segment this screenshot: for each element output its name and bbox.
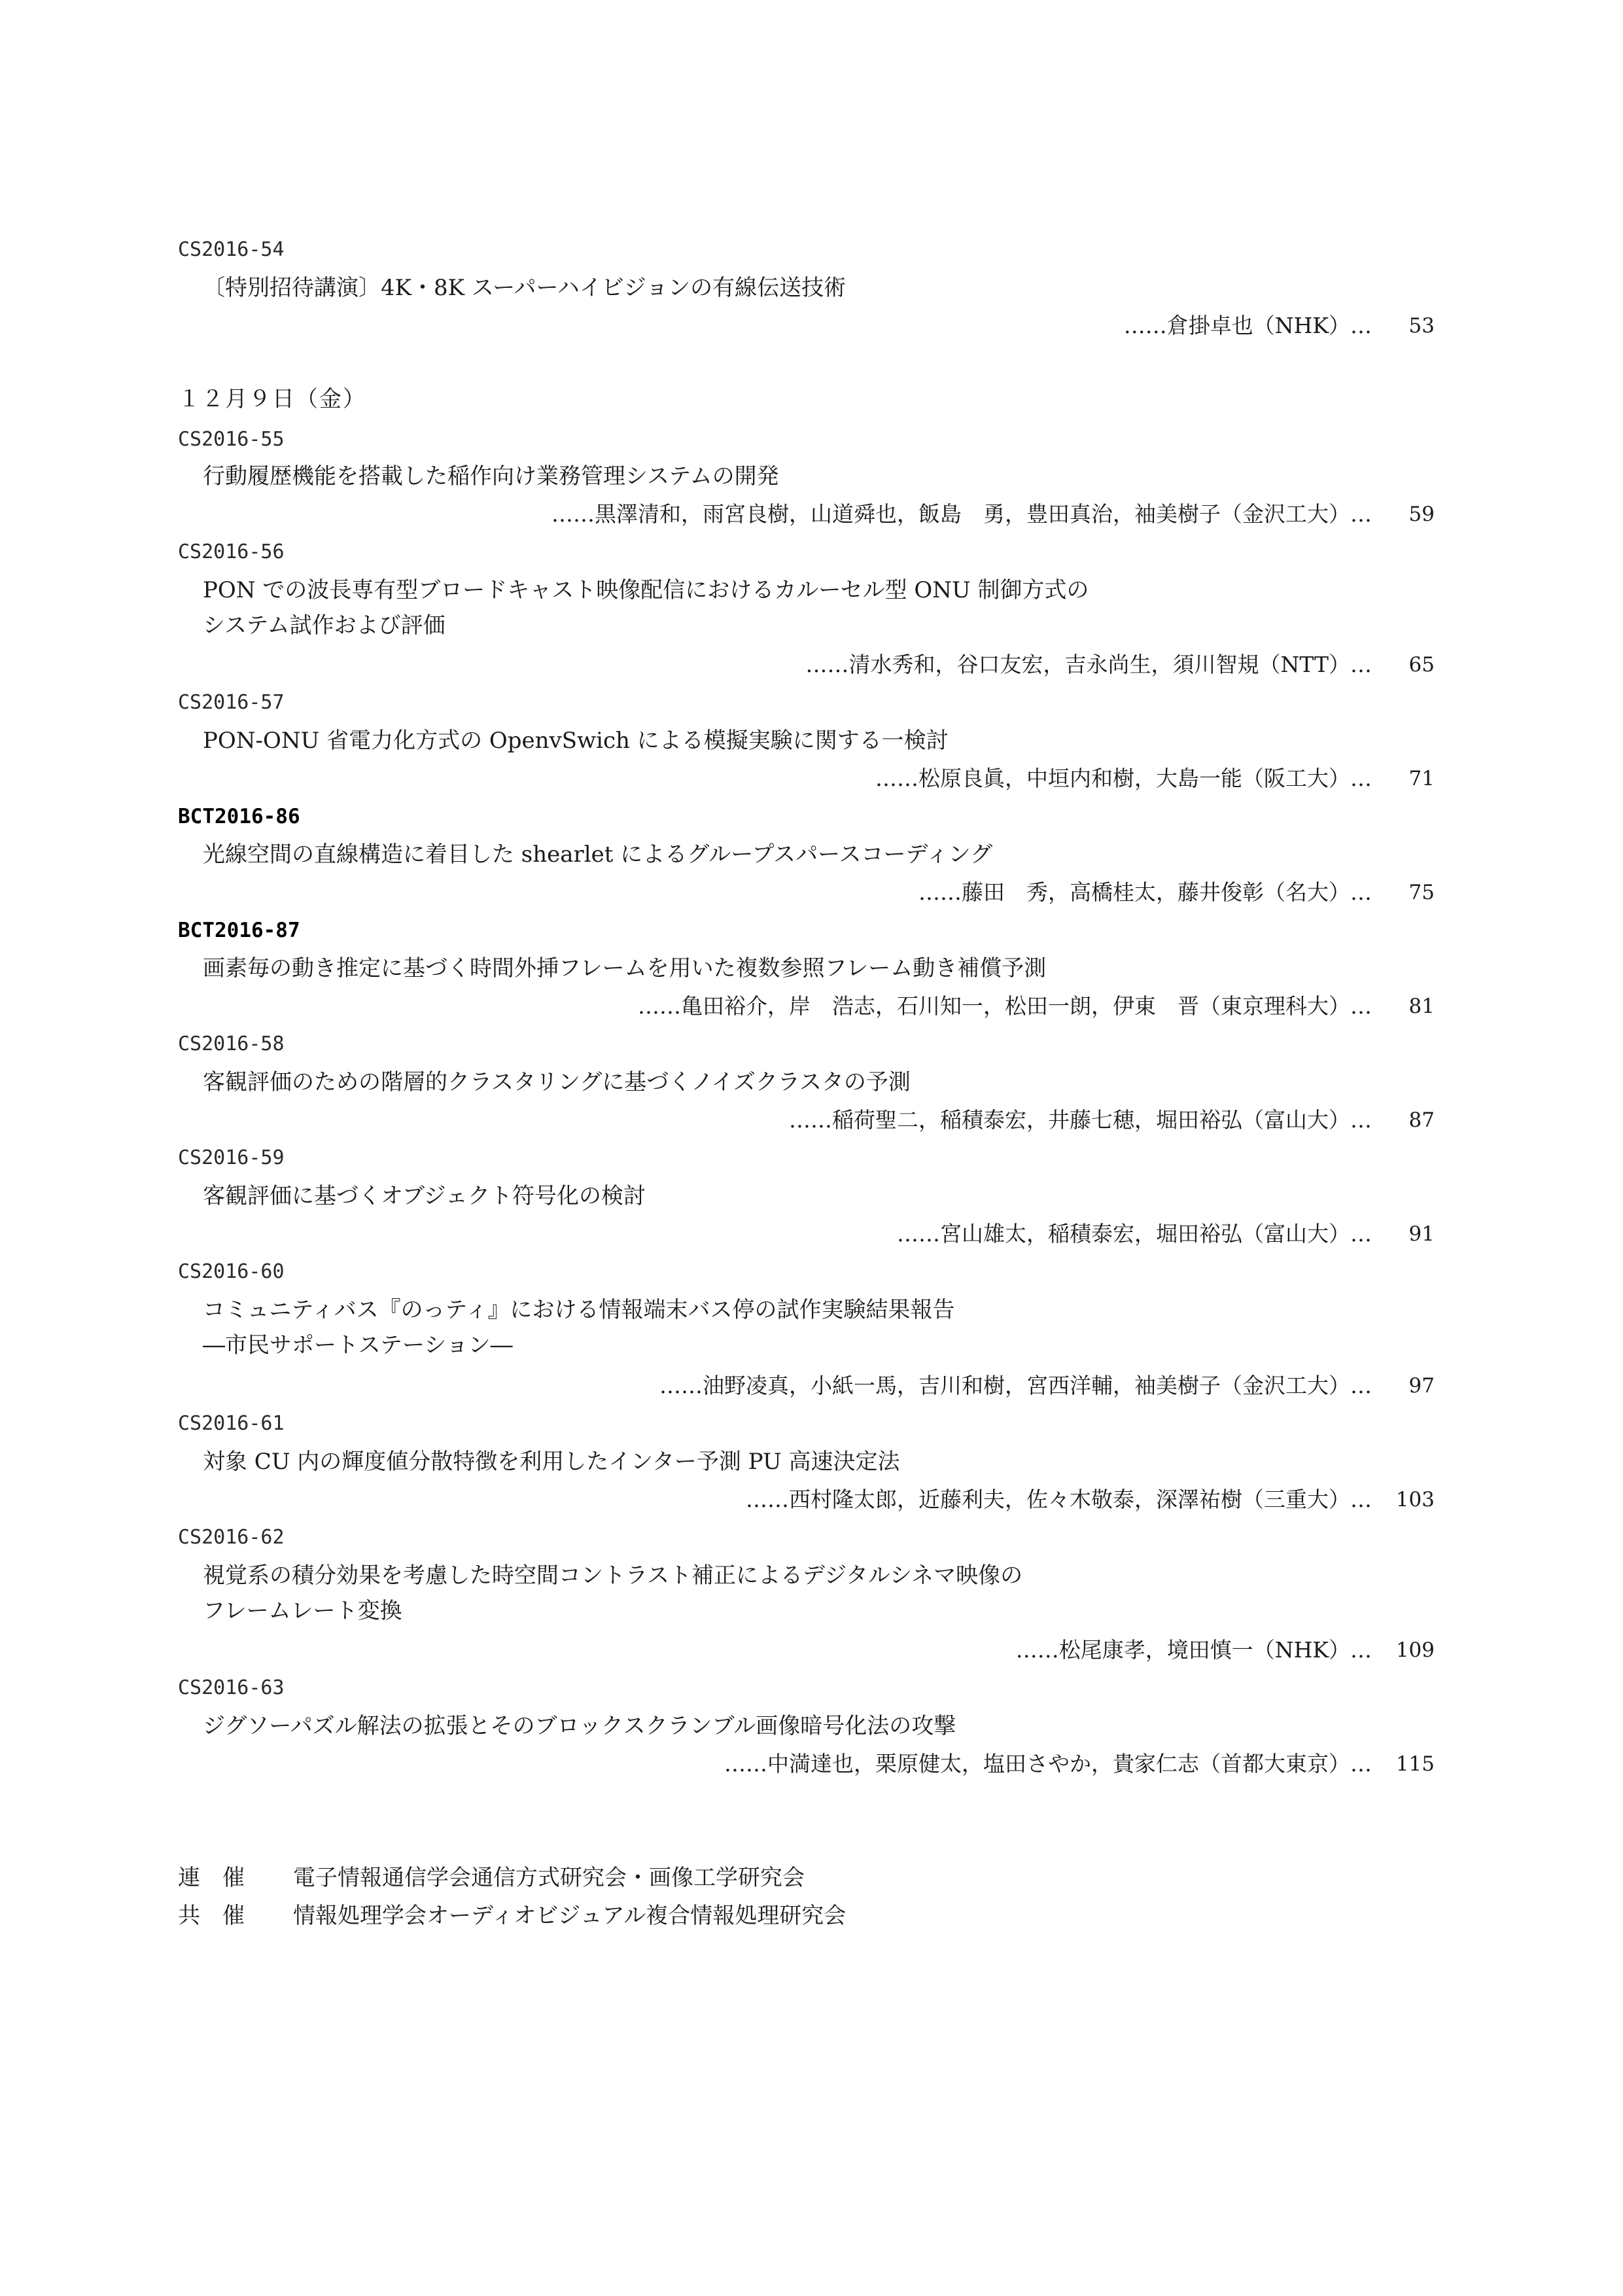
entry-authors: ……亀田裕介，岸 浩志，石川知一，松田一朗，伊東 晋（東京理科大）… [638,993,1372,1019]
entry-code: CS2016-63 [178,1676,285,1699]
entry-authors: ……宮山雄太，稲積泰宏，堀田裕弘（富山大）… [897,1221,1372,1246]
entry-code: CS2016-62 [178,1526,285,1549]
entry-page-number: 75 [1408,881,1435,904]
organizer-label: 連 催 [178,1865,245,1891]
entry-code: CS2016-55 [178,428,285,451]
organizer-text: 電子情報通信学会通信方式研究会・画像工学研究会 [293,1865,805,1891]
entry-authors: ……藤田 秀，高橋桂太，藤井俊彰（名大）… [918,879,1372,905]
entry-authors: ……黒澤清和，雨宮良樹，山道舜也，飯島 勇，豊田真治，袖美樹子（金沢工大）… [551,501,1372,527]
entry-title: 行動履歴機能を搭載した稲作向け業務管理システムの開発 [203,463,779,489]
entry-code: CS2016-54 [178,238,285,261]
entry-code: CS2016-61 [178,1412,285,1435]
entry-title: ジグソーパズル解法の拡張とそのブロックスクランブル画像暗号化法の攻撃 [203,1713,956,1739]
entry-page-number: 53 [1408,314,1435,338]
entry-code: BCT2016-87 [178,919,300,942]
entry-title-line-2: フレームレート変換 [203,1598,402,1624]
entry-code: CS2016-56 [178,540,285,563]
entry-code: CS2016-60 [178,1260,285,1283]
entry-page-number: 87 [1408,1108,1435,1132]
entry-title: コミュニティバス『のっティ』における情報端末バス停の試作実験結果報告 [203,1297,955,1323]
entry-title: 画素毎の動き推定に基づく時間外挿フレームを用いた複数参照フレーム動き補償予測 [203,955,1047,981]
entry-page-number: 81 [1408,995,1435,1018]
entry-authors: ……中満達也，栗原健太，塩田さやか，貴家仁志（首都大東京）… [724,1751,1372,1776]
entry-authors: ……西村隆太郎，近藤利夫，佐々木敬泰，深澤祐樹（三重大）… [746,1487,1372,1512]
entry-title: 客観評価のための階層的クラスタリングに基づくノイズクラスタの予測 [203,1069,911,1095]
entry-page-number: 115 [1395,1752,1435,1776]
entry-page-number: 59 [1408,503,1435,526]
entry-title: 客観評価に基づくオブジェクト符号化の検討 [203,1183,646,1209]
entry-authors: ……倉掛卓也（NHK）… [1123,313,1372,338]
entry-page-number: 97 [1408,1374,1435,1398]
entry-authors: ……油野凌真，小紙一馬，吉川和樹，宮西洋輔，袖美樹子（金沢工大）… [659,1373,1372,1398]
entry-code: BCT2016-86 [178,805,300,828]
entry-title: PON での波長専有型ブロードキャスト映像配信におけるカルーセル型 ONU 制御方式の [203,577,1089,603]
entry-code: CS2016-59 [178,1146,285,1169]
entry-title: 視覚系の積分効果を考慮した時空間コントラスト補正によるデジタルシネマ映像の [203,1563,1023,1589]
entry-page-number: 103 [1395,1488,1435,1511]
entry-code: CS2016-58 [178,1033,285,1055]
entry-title: 対象 CU 内の輝度値分散特徴を利用したインター予測 PU 高速決定法 [203,1449,900,1475]
date-heading: １２月９日（金） [178,386,366,412]
entry-code: CS2016-57 [178,691,285,714]
cosponsor-text: 情報処理学会オーディオビジュアル複合情報処理研究会 [293,1903,846,1929]
entry-title-line-2: システム試作および評価 [203,612,445,639]
entry-title: 〔特別招待講演〕4K・8K スーパーハイビジョンの有線伝送技術 [203,275,846,301]
entry-page-number: 109 [1395,1638,1435,1662]
entry-page-number: 65 [1408,653,1435,677]
entry-title: 光線空間の直線構造に着目した shearlet によるグループスパースコーディング [203,841,993,868]
entry-authors: ……松尾康孝，境田慎一（NHK）… [1015,1637,1372,1663]
entry-authors: ……稲荷聖二，稲積泰宏，井藤七穂，堀田裕弘（富山大）… [789,1107,1372,1133]
entry-subtitle: ―市民サポートステーション― [203,1332,513,1358]
entry-authors: ……松原良眞，中垣内和樹，大島一能（阪工大）… [875,766,1372,791]
entry-authors: ……清水秀和，谷口友宏，吉永尚生，須川智規（NTT）… [805,652,1372,677]
entry-page-number: 71 [1408,767,1435,790]
cosponsor-label: 共 催 [178,1903,245,1929]
entry-title: PON-ONU 省電力化方式の OpenvSwich による模擬実験に関する一検討 [203,728,949,754]
entry-page-number: 91 [1408,1222,1435,1246]
